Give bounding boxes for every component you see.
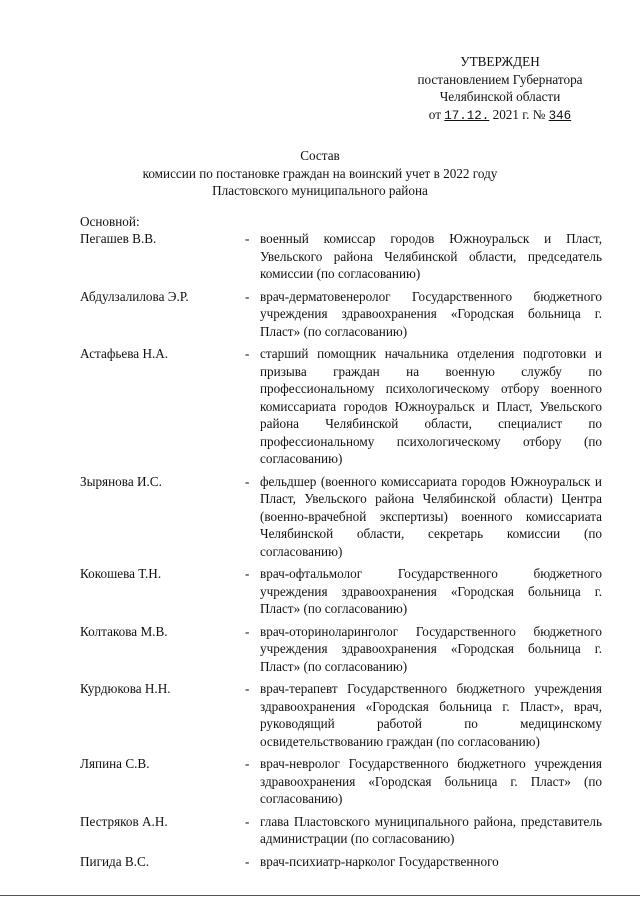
title-line-1: Состав [300, 148, 340, 163]
member-dash: - [245, 681, 250, 696]
member-row [80, 288, 602, 341]
member-dash: - [245, 473, 250, 489]
member-dash: - [245, 623, 250, 639]
approval-heading: УТВЕРЖДЕН [460, 54, 540, 69]
member-name: Ляпина С.В. [80, 756, 150, 771]
member-row [80, 565, 602, 618]
member-role: врач-офтальмолог Государственного бюджетного учреждения здравоохранения «Городская больница г. Пласт» (по согласованию) [260, 566, 602, 616]
approval-date: 17.12. [444, 108, 490, 123]
member-row [80, 473, 602, 561]
approval-number: 346 [548, 108, 572, 123]
member-dash: - [245, 288, 250, 304]
page-bottom-rule [0, 895, 640, 896]
approval-date-line [390, 106, 610, 124]
member-name: Пигида В.С. [80, 853, 150, 869]
member-name: Абдулзалилова Э.Р. [80, 288, 189, 304]
member-role: врач-дерматовенеролог Государственного бюджетного учреждения здравоохранения «Городская больница г. Пласт» (по согласованию) [260, 288, 602, 339]
member-dash: - [245, 756, 250, 771]
members-list [80, 230, 602, 875]
member-name: Пестряков А.Н. [80, 813, 168, 829]
approval-prefix: от [428, 106, 441, 122]
member-name: Колтакова М.В. [80, 623, 168, 639]
member-name: Астафьева Н.А. [80, 346, 169, 361]
approval-year: 2021 г. № [492, 106, 546, 122]
member-dash: - [245, 813, 250, 829]
member-row [80, 813, 602, 848]
document-title [90, 147, 550, 200]
member-row [80, 623, 602, 676]
approval-block [390, 53, 610, 123]
member-row [80, 345, 602, 468]
member-row [80, 680, 602, 750]
member-name: Зырянова И.С. [80, 473, 162, 489]
title-line-2: комиссии по постановке граждан на воинский учет в 2022 году [142, 165, 498, 181]
member-dash: - [245, 853, 250, 869]
approval-line-decree: постановлением Губернатора [417, 71, 583, 87]
member-name: Кокошева Т.Н. [80, 566, 162, 581]
member-role: глава Пластовского муниципального района, представитель администрации (по согласованию) [260, 813, 602, 846]
section-label: Основной: [80, 214, 140, 229]
member-role: военный комиссар городов Южноуральск и Пласт, Увельского района Челябинской области, председатель комиссии (по согласованию) [260, 231, 602, 281]
member-dash: - [245, 231, 250, 246]
member-dash: - [245, 566, 250, 581]
title-line-3: Пластовского муниципального района [212, 183, 428, 198]
member-role: фельдшер (военного комиссариата городов Южноуральск и Пласт, Увельского района Челябинской области) Центра (военно-врачебной экспертизы) военного комиссариата Челябинской области, секретарь комиссии (по согласованию) [260, 473, 602, 559]
member-row [80, 230, 602, 283]
member-role: старший помощник начальника отделения подготовки и призыва граждан на военную службу по профессиональному психологическому отбору военного комиссариата городов Южноуральск и Пласт, Увельского района Челябинской области, специалист по профессиональному психологическому отбору (по согласованию) [260, 346, 602, 466]
member-row [80, 755, 602, 808]
member-role: врач-оториноларинголог Государственного бюджетного учреждения здравоохранения «Городская больница г. Пласт» (по согласованию) [260, 623, 602, 674]
member-role: врач-психиатр-нарколог Государственного [260, 853, 499, 869]
approval-line-region: Челябинской области [439, 89, 561, 104]
member-name: Курдюкова Н.Н. [80, 681, 171, 696]
member-role: врач-терапевт Государственного бюджетного учреждения здравоохранения «Городская больница г. Пласт», врач, руководящий работой по медицинскому освидетельствованию граждан (по согласованию) [260, 681, 602, 749]
member-row [80, 853, 602, 871]
member-name: Пегашев В.В. [80, 231, 157, 246]
member-dash: - [245, 346, 250, 361]
member-role: врач-невролог Государственного бюджетного учреждения здравоохранения «Городская больница г. Пласт» (по согласованию) [260, 756, 602, 806]
